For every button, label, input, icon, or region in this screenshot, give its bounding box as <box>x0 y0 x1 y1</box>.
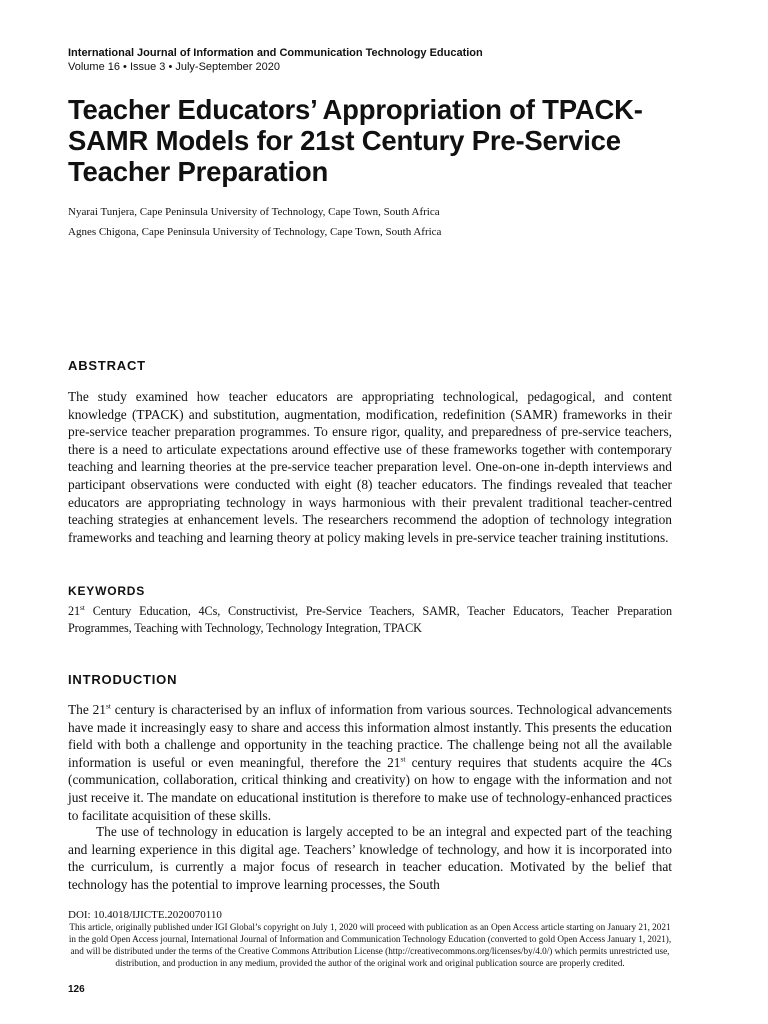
page-number: 126 <box>68 984 85 995</box>
abstract-heading: ABSTRACT <box>68 358 146 373</box>
journal-name: International Journal of Information and Communication Technology Education <box>68 47 483 59</box>
issue-info: Volume 16 • Issue 3 • July-September 2020 <box>68 61 280 73</box>
keywords-heading: KEYWORDS <box>68 584 146 598</box>
author-1: Nyarai Tunjera, Cape Peninsula University of Technology, Cape Town, South Africa <box>68 206 440 218</box>
intro-p1-part-c: century requires that students acquire the 4Cs (communication, collaboration, critical thinking and creativity) on how to engage with the information and not just receive it. The mandate on educational institution is therefore to make use of technology-enhanced practices to facilitate acquisition of these skills. <box>68 754 672 823</box>
keywords-text <box>68 603 672 637</box>
intro-p1-part-b: century is characterised by an influx of information from various sources. Technological advancements have made it increasingly easy to share and access this information almost instantly. This presents the education field with both a challenge and opportunity in the teaching practice. The challenge being not all the available information is useful or even meaningful, therefore the 21 <box>68 702 673 770</box>
keywords-lead-number: 21 <box>68 604 80 618</box>
introduction-paragraph-2: The use of technology in education is largely accepted to be an integral and expected part of the teaching and learning experience in this digital age. Teachers’ knowledge of technology, and how it is incorporated into the curriculum, is currently a major focus of research in teacher education. Motivated by the belief that technology has the potential to improve learning processes, the South <box>68 824 672 892</box>
keywords-list: Century Education, 4Cs, Constructivist, Pre-Service Teachers, SAMR, Teacher Educators, Teacher Preparation Programmes, Teaching with Technology, Technology Integration, TPACK <box>68 604 672 635</box>
intro-p1-part-a: The 21 <box>68 702 106 717</box>
intro-p1-superscript-2: st <box>400 754 406 764</box>
author-2: Agnes Chigona, Cape Peninsula University of Technology, Cape Town, South Africa <box>68 226 442 238</box>
introduction-heading: INTRODUCTION <box>68 672 178 687</box>
license-notice: This article, originally published under IGI Global’s copyright on July 1, 2020 will proceed with publication as an Open Access article starting on January 21, 2021 in the gold Open Access journal, International Journal of Information and Communication Technology Education (converted to gold Open Access January 1, 2021), and will be distributed under the terms of the Creative Commons Attribution License (http://creativecommons.org/licenses/by/4.0/) which permits unrestricted use, distribution, and production in any medium, provided the author of the original work and original publication source are properly credited. <box>68 922 672 968</box>
doi-link[interactable]: DOI: 10.4018/IJICTE.2020070110 <box>68 909 222 921</box>
introduction-paragraph-1 <box>68 701 672 824</box>
abstract-text: The study examined how teacher educators are appropriating technological, pedagogical, and content knowledge (TPACK) and substitution, augmentation, modification, redefinition (SAMR) frameworks in their pre-service teacher preparation programmes. To ensure rigor, quality, and preparedness of pre-service teachers, there is a need to articulate expectations around effective use of these frameworks together with contemporary teaching and learning theories at the pre-service teacher preparation level. One-on-one in-depth interviews and participant observations were conducted with eight (8) teacher educators. The findings revealed that teacher educators are appropriating technology in ways harmonious with their prevalent traditional teacher-centred teaching strategies at enhancement levels. The researchers recommend the adoption of technology integration frameworks and teaching and learning theory at policy making levels in pre-service teacher training institutions. <box>68 389 672 545</box>
article-title: Teacher Educators’ Appropriation of TPACK-SAMR Models for 21st Century Pre-Service Teacher Preparation <box>68 94 643 187</box>
intro-p1-superscript-1: st <box>105 701 111 711</box>
keywords-lead-superscript: st <box>80 602 85 612</box>
